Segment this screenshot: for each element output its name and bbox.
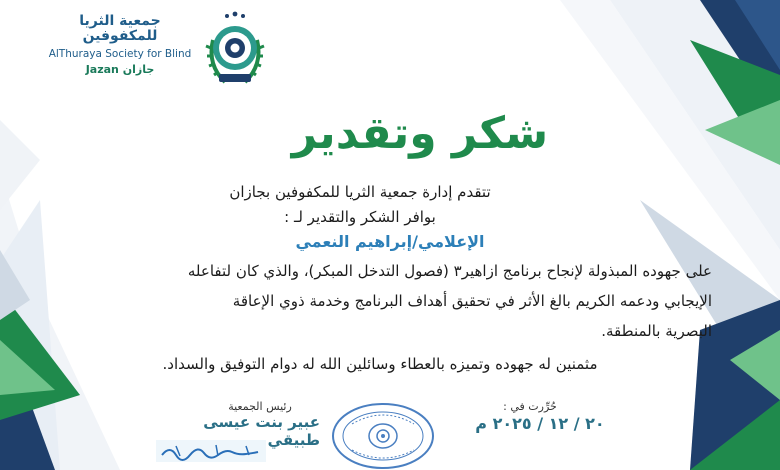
- issue-date-label: حُرِّرت في :: [503, 400, 557, 413]
- organization-logo-text: [40, 14, 200, 76]
- organization-name-english: AlThuraya Society for Blind: [48, 47, 192, 60]
- issue-date: ٢٠ / ١٢ / ٢٠٢٥ م: [475, 414, 605, 433]
- signatory-title: رئيس الجمعية: [228, 400, 292, 413]
- body-line-1: على جهوده المبذولة لإنجاح برنامج ازاهير٣ (فصول التدخل المبكر)، والذي كان لتفاعله: [187, 262, 712, 280]
- closing-line: مثمنين له جهوده وتميزه بالعطاء وسائلين الله له دوام التوفيق والسداد.: [162, 355, 598, 373]
- organization-branch: Jazan جازان: [85, 63, 155, 77]
- organization-name-arabic: جمعية الثريا للمكفوفين: [79, 13, 161, 45]
- body-line-2: الإيجابي ودعمه الكريم بالغ الأثر في تحقيق أهداف البرنامج وخدمة ذوي الإعاقة: [232, 292, 712, 310]
- body-line-3: البصرية بالمنطقة.: [601, 322, 712, 340]
- official-stamp-icon: [330, 398, 436, 470]
- recipient-name: الإعلامي/إبراهيم النعمي: [295, 232, 485, 251]
- eye-emblem-icon: [203, 10, 267, 90]
- certificate-title: شكر وتقدير: [291, 108, 549, 159]
- handwritten-signature: [156, 440, 266, 462]
- intro-line-2: بوافر الشكر والتقدير لـ :: [284, 208, 436, 226]
- intro-line-1: تتقدم إدارة جمعية الثريا للمكفوفين بجازان: [229, 183, 491, 201]
- signatory-name: عبير بنت عيسى طبيقي: [203, 413, 320, 449]
